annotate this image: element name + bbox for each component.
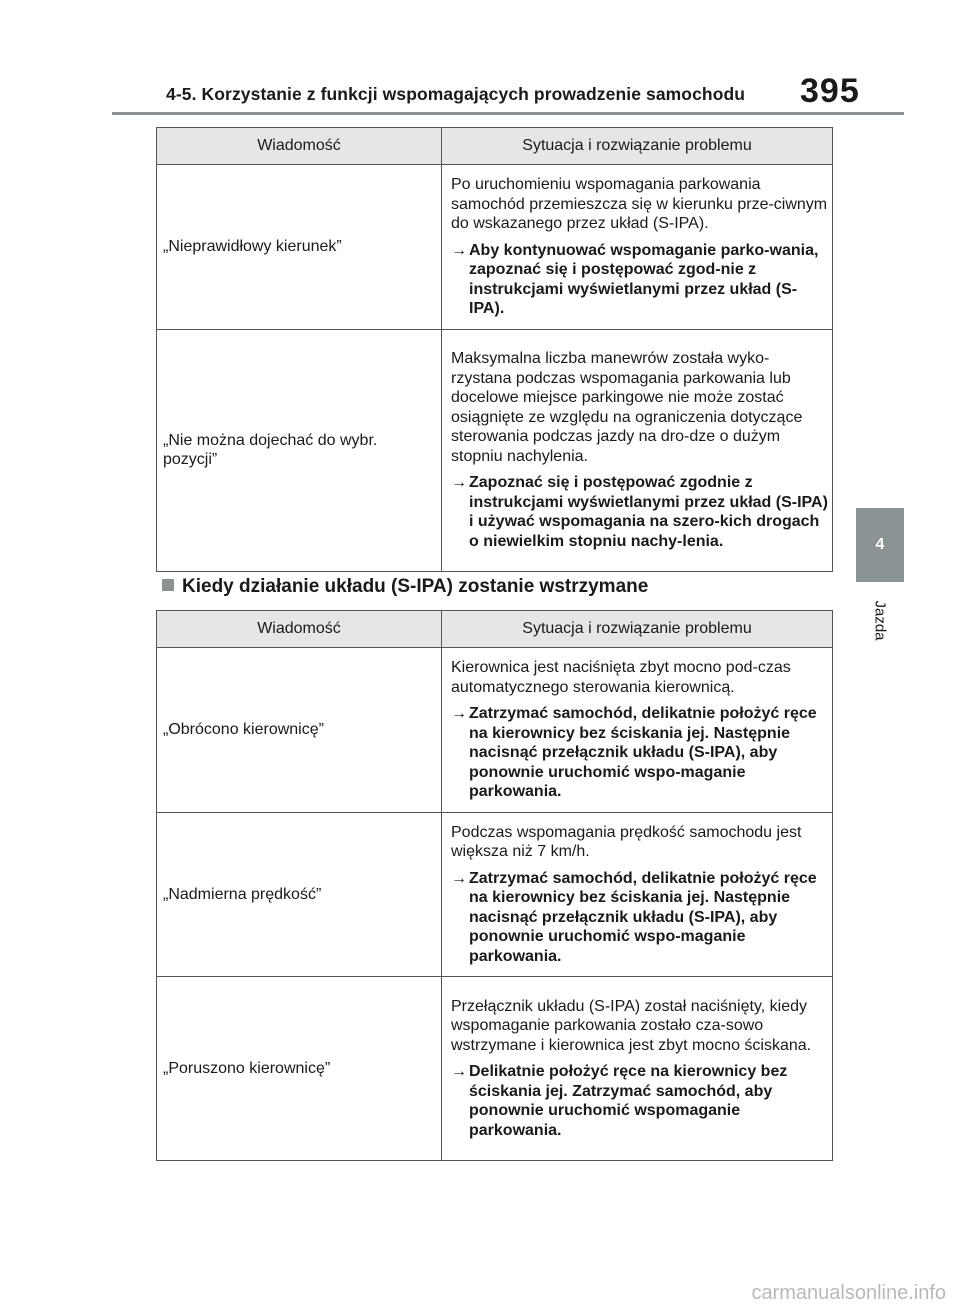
table-row bbox=[157, 812, 833, 977]
message-cell: „Nie można dojechać do wybr. pozycji” bbox=[157, 329, 442, 571]
section-title: 4-5. Korzystanie z funkcji wspomagających prowadzenie samochodu bbox=[166, 84, 746, 104]
situation-cell bbox=[442, 977, 833, 1161]
remedy-action bbox=[451, 473, 828, 551]
arrow-icon: → bbox=[451, 1063, 467, 1081]
chapter-tab bbox=[856, 508, 904, 582]
situation-cell bbox=[442, 648, 833, 813]
arrow-icon: → bbox=[451, 474, 467, 491]
situation-description: Po uruchomieniu wspomagania parkowania samochód przemieszcza się w kierunku prze-ciwnym do wskazanego przez układ (S-IPA). bbox=[451, 176, 828, 232]
situation-cell bbox=[442, 812, 833, 977]
chapter-number: 4 bbox=[875, 536, 885, 553]
message-table-2 bbox=[156, 610, 833, 1161]
situation-description: Podczas wspomagania prędkość samochodu jest większa niż 7 km/h. bbox=[451, 823, 802, 860]
header-situation: Sytuacja i rozwiązanie problemu bbox=[442, 611, 833, 648]
message-cell: „Nadmierna prędkość” bbox=[157, 812, 442, 977]
remedy-text: Aby kontynuować wspomaganie parko-wania, zapoznać się i postępować zgod-nie z instrukcjami wyświetlanymi przez układ (S-IPA). bbox=[469, 241, 819, 317]
message-cell: „Nieprawidłowy kierunek” bbox=[157, 165, 442, 330]
arrow-icon: → bbox=[451, 869, 467, 887]
table-row bbox=[157, 165, 833, 330]
header-rule bbox=[112, 112, 904, 115]
remedy-text: Zatrzymać samochód, delikatnie położyć ręce na kierownicy bez ściskania jej. Następnie nacisnąć przełącznik układu (S-IPA), aby ponownie uruchomić wspo-maganie parkowania. bbox=[469, 869, 817, 965]
table-row bbox=[157, 977, 833, 1161]
message-cell: „Obrócono kierownicę” bbox=[157, 648, 442, 813]
situation-description: Maksymalna liczba manewrów została wyko-rzystana podczas wspomagania parkowania lub docelowe miejsce parkingowe nie może zostać osiągnięte ze względu na ograniczenia dotyczące sterowania podczas jazdy na dro-dze o dużym stopniu nachylenia. bbox=[451, 350, 803, 465]
remedy-text: Delikatnie położyć ręce na kierownicy bez ściskania jej. Zatrzymać samochód, aby ponownie uruchomić wspomaganie parkowania. bbox=[469, 1063, 788, 1139]
remedy-action bbox=[451, 869, 828, 967]
remedy-text: Zatrzymać samochód, delikatnie położyć ręce na kierownicy bez ściskania jej. Następnie nacisnąć przełącznik układu (S-IPA), aby ponownie uruchomić wspo-maganie parkowania. bbox=[469, 705, 817, 800]
arrow-icon: → bbox=[451, 241, 467, 259]
remedy-action bbox=[451, 241, 828, 319]
square-bullet-icon bbox=[162, 579, 174, 591]
table-header-row bbox=[157, 128, 833, 165]
message-table-1 bbox=[156, 127, 833, 572]
arrow-icon: → bbox=[451, 705, 467, 722]
situation-cell bbox=[442, 329, 833, 571]
remedy-action bbox=[451, 704, 828, 802]
section-heading bbox=[162, 576, 648, 598]
header-situation: Sytuacja i rozwiązanie problemu bbox=[442, 128, 833, 165]
page-number: 395 bbox=[800, 72, 860, 110]
message-cell: „Poruszono kierownicę” bbox=[157, 977, 442, 1161]
chapter-label bbox=[866, 590, 894, 650]
table-row bbox=[157, 648, 833, 813]
table-row bbox=[157, 329, 833, 571]
table-header-row bbox=[157, 611, 833, 648]
situation-cell bbox=[442, 165, 833, 330]
header-message: Wiadomość bbox=[157, 128, 442, 165]
header-message: Wiadomość bbox=[157, 611, 442, 648]
remedy-text: Zapoznać się i postępować zgodnie z instrukcjami wyświetlanymi przez układ (S-IPA) i używać wspomagania na szero-kich drogach o niewielkim stopniu nachy-lenia. bbox=[469, 474, 828, 550]
situation-description: Przełącznik układu (S-IPA) został naciśnięty, kiedy wspomaganie parkowania zostało cza-sowo wstrzymane i kierownica jest zbyt mocno ściskana. bbox=[451, 997, 812, 1054]
watermark: carmanualsonline.info bbox=[751, 1282, 946, 1304]
situation-description: Kierownica jest naciśnięta zbyt mocno pod-czas automatycznego sterowania kierownicą. bbox=[451, 659, 791, 696]
remedy-action bbox=[451, 1062, 828, 1140]
chapter-label-text: Jazda bbox=[871, 599, 889, 641]
section-heading-text: Kiedy działanie układu (S-IPA) zostanie wstrzymane bbox=[182, 576, 649, 597]
